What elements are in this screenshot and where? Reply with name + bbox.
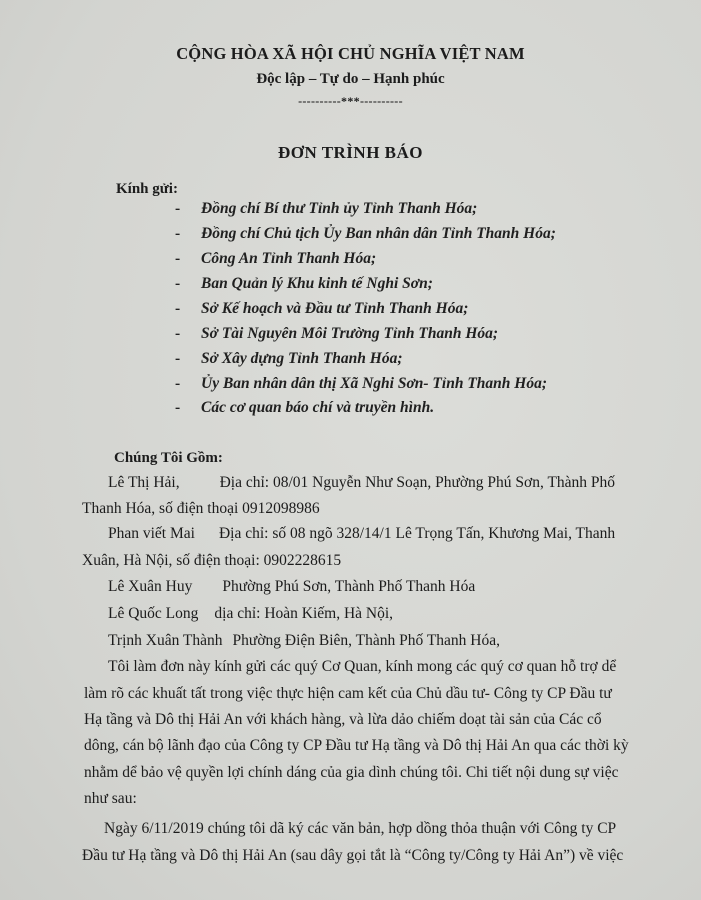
- paragraph-line: như sau:: [84, 790, 137, 807]
- member-name: Lê Quốc Long: [108, 605, 199, 622]
- member-row: [108, 525, 615, 543]
- paragraph-line: nhằm dể bảo vệ quyền lợi chính dáng của gia dình chúng tôi. Chi tiết nội dung sự việc: [84, 764, 619, 781]
- member-name: Lê Xuân Huy: [108, 578, 193, 595]
- recipient-item: - Sở Tài Nguyên Môi Trường Tỉnh Thanh Hóa;: [175, 325, 499, 342]
- recipient-item: - Ủy Ban nhân dân thị Xã Nghi Sơn- Tỉnh Thanh Hóa;: [175, 375, 547, 392]
- kinh-gui-label: Kính gửi:: [116, 181, 178, 197]
- member-row: [108, 605, 393, 623]
- recipient-item: - Đồng chí Bí thư Tỉnh ủy Tỉnh Thanh Hóa;: [175, 200, 478, 217]
- document-title: ĐƠN TRÌNH BÁO: [277, 143, 424, 162]
- members-label: Chúng Tôi Gồm:: [114, 450, 223, 466]
- member-row: [108, 474, 615, 492]
- member-name: Trịnh Xuân Thành: [108, 632, 223, 649]
- member-address: Địa chỉ: số 08 ngõ 328/14/1 Lê Trọng Tấn, Khương Mai, Thanh: [218, 525, 616, 542]
- member-row: [108, 632, 500, 650]
- national-motto: Độc lập – Tự do – Hạnh phúc: [256, 71, 445, 87]
- paragraph-line: Hạ tầng và Dô thị Hải An với khách hàng, và lừa dảo chiếm doạt tài sản của Các cổ: [84, 711, 602, 728]
- member-address: Địa chỉ: 08/01 Nguyễn Như Soạn, Phường Phú Sơn, Thành Phố: [219, 474, 616, 491]
- recipient-item: - Đồng chí Chủ tịch Ủy Ban nhân dân Tỉnh Thanh Hóa;: [175, 225, 556, 242]
- paragraph-line: Tôi làm đơn này kính gửi các quý Cơ Quan, kính mong các quý cơ quan hỗ trợ dể: [108, 658, 617, 675]
- member-name: Lê Thị Hải,: [108, 474, 180, 491]
- paragraph-line: làm rõ các khuất tất trong việc thực hiện cam kết của Chủ dầu tư- Công ty CP Đầu tư: [84, 685, 612, 702]
- member-name: Phan viết Mai: [108, 525, 195, 542]
- national-title: CỘNG HÒA XÃ HỘI CHỦ NGHĨA VIỆT NAM: [176, 44, 525, 63]
- paragraph-line: Ngày 6/11/2019 chúng tôi dã ký các văn bản, hợp dồng thỏa thuận với Công ty CP: [104, 820, 617, 837]
- recipient-item: - Các cơ quan báo chí và truyền hình.: [175, 399, 435, 416]
- member-address-cont: Thanh Hóa, số điện thoại 0912098986: [82, 500, 320, 517]
- recipient-item: - Ban Quản lý Khu kinh tế Nghi Sơn;: [175, 275, 433, 292]
- recipient-item: - Công An Tỉnh Thanh Hóa;: [175, 250, 377, 267]
- recipient-item: - Sở Xây dựng Tỉnh Thanh Hóa;: [175, 350, 403, 367]
- member-address: dịa chỉ: Hoàn Kiếm, Hà Nội,: [214, 605, 394, 622]
- recipient-item: - Sở Kế hoạch và Đầu tư Tỉnh Thanh Hóa;: [175, 300, 469, 317]
- member-address: Phường Điện Biên, Thành Phố Thanh Hóa,: [232, 632, 500, 649]
- paragraph-line: dông, cán bộ lãnh đạo của Công ty CP Đầu tư Hạ tầng và Dô thị Hải An qua các thời kỳ: [84, 737, 629, 754]
- member-address-cont: Xuân, Hà Nội, số điện thoại: 0902228615: [82, 552, 342, 569]
- member-address: Phường Phú Sơn, Thành Phố Thanh Hóa: [222, 578, 476, 595]
- header-separator: ----------***----------: [298, 94, 403, 108]
- member-row: [108, 578, 475, 596]
- paragraph-line: Đầu tư Hạ tầng và Dô thị Hải An (sau dây gọi tắt là “Công ty/Công ty Hải An”) về việc: [82, 847, 624, 864]
